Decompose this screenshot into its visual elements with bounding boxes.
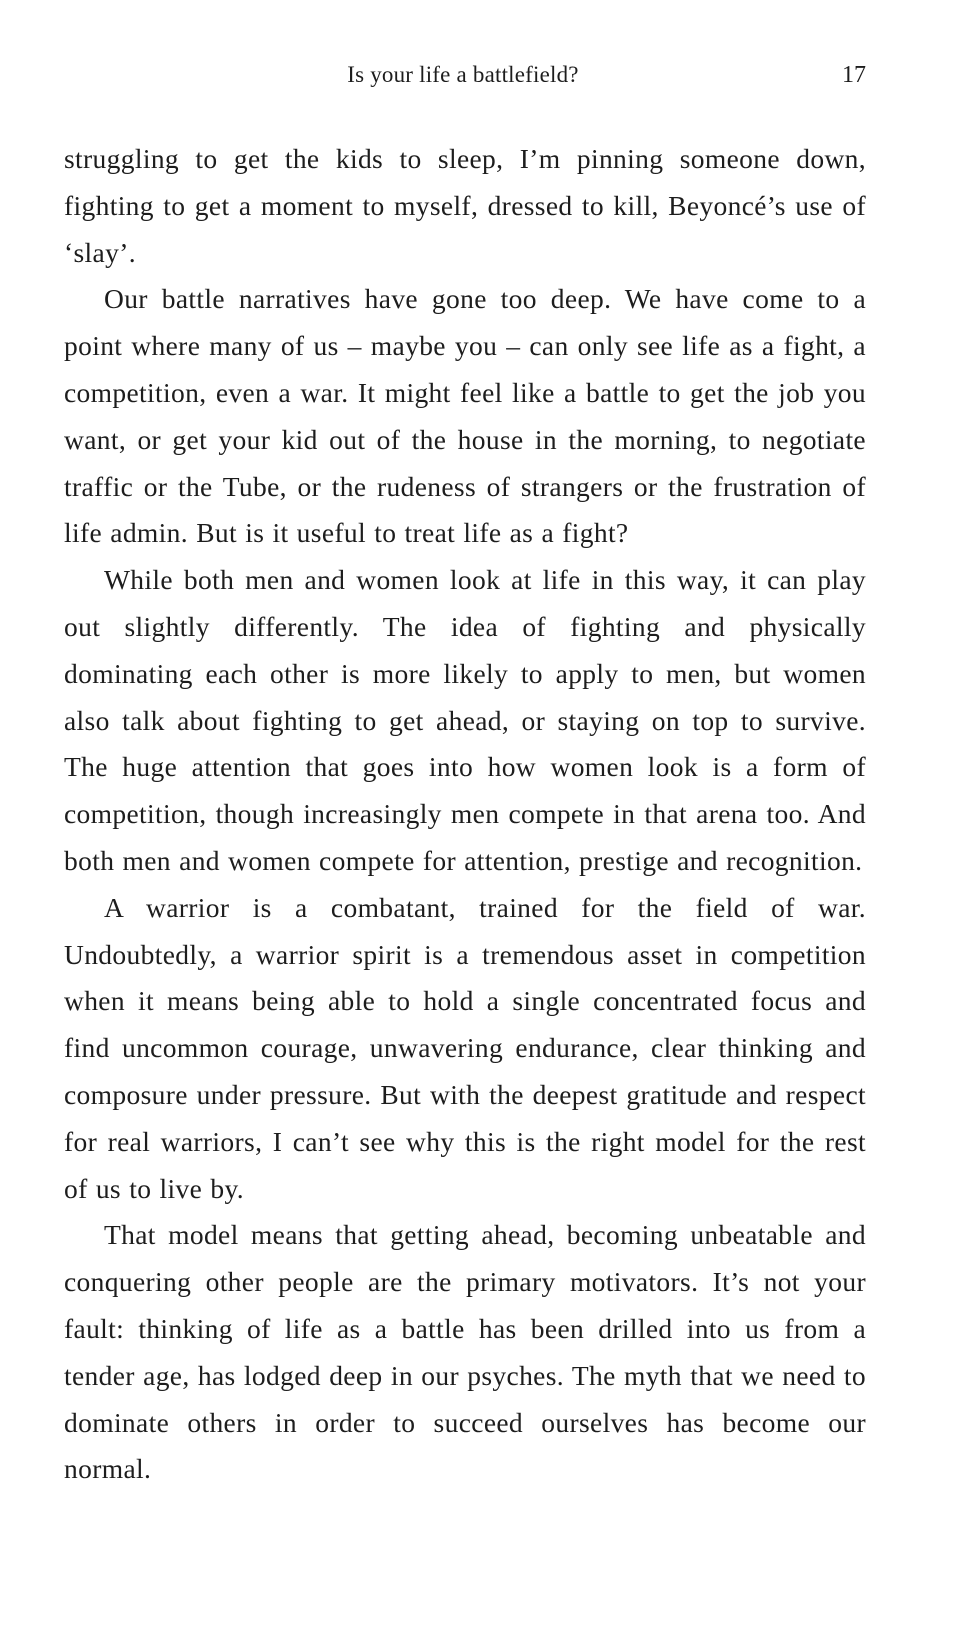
paragraph-5: That model means that getting ahead, becoming unbeatable and conquering other people are the primary motivators. It’s not your fault: thinking of life as a battle has been drilled into us from a tender age, has lodged deep in our psyches. The myth that we need to dominate others in order to succeed ourselves has become our normal. <box>64 1219 866 1485</box>
paragraph-4: A warrior is a combatant, trained for the field of war. Undoubtedly, a warrior spirit is a tremendous asset in competition when it means being able to hold a single concentrated focus and find uncommon courage, unwavering endurance, clear thinking and composure under pressure. But with the deepest gratitude and respect for real warriors, I can’t see why this is the right model for the rest of us to live by. <box>64 891 866 1204</box>
page-header <box>60 62 866 102</box>
running-title: Is your life a battlefield? <box>347 62 579 87</box>
paragraph-1: struggling to get the kids to sleep, I’m pinning someone down, fighting to get a moment to myself, dressed to kill, Beyoncé’s use of ‘slay’. <box>64 143 866 268</box>
page-number: 17 <box>842 62 866 88</box>
body-text <box>64 136 866 1493</box>
paragraph-2: Our battle narratives have gone too deep. We have come to a point where many of us – maybe you – can only see life as a fight, a competition, even a war. It might feel like a battle to get the job you want, or get your kid out of the house in the morning, to negotiate traffic or the Tube, or the rudeness of strangers or the frustration of life admin. But is it useful to treat life as a fight? <box>64 283 866 549</box>
paragraph-3: While both men and women look at life in this way, it can play out slightly differently. The idea of fighting and physically dominating each other is more likely to apply to men, but women also talk about fighting to get ahead, or staying on top to survive. The huge attention that goes into how women look is a form of competition, though increasingly men compete in that arena too. And both men and women compete for attention, prestige and recognition. <box>64 564 866 876</box>
